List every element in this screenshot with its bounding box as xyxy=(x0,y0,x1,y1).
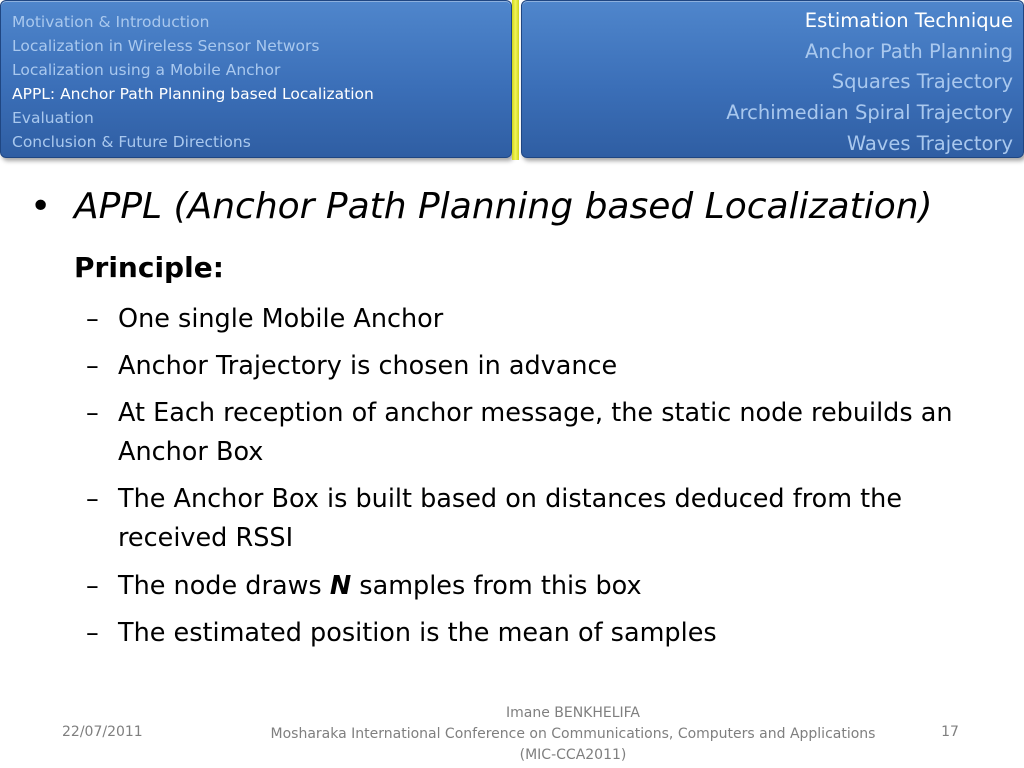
bullet-dot: • xyxy=(30,186,52,227)
subsection-nav-panel xyxy=(521,0,1024,158)
list-item-text: The Anchor Box is built based on distances deduced from the received RSSI xyxy=(118,484,903,553)
footer-conference: Mosharaka International Conference on Communications, Computers and Applications xyxy=(270,726,876,742)
nav-item-motivation[interactable]: Motivation & Introduction xyxy=(12,13,210,31)
footer-date: 22/07/2011 xyxy=(62,724,143,740)
dash-marker: – xyxy=(86,484,99,514)
nav-item-appl[interactable]: APPL: Anchor Path Planning based Localization xyxy=(12,85,374,103)
nav-item-conclusion[interactable]: Conclusion & Future Directions xyxy=(12,133,251,151)
list-item-text xyxy=(118,567,966,606)
list-item-text-before: The node draws xyxy=(118,571,330,601)
nav-item-mobile-anchor[interactable]: Localization using a Mobile Anchor xyxy=(12,61,281,79)
main-bullet xyxy=(30,186,933,227)
nav-item-evaluation[interactable]: Evaluation xyxy=(12,109,94,127)
list-item-text: At Each reception of anchor message, the static node rebuilds an Anchor Box xyxy=(118,398,953,467)
list-item-text: One single Mobile Anchor xyxy=(118,304,444,334)
list-item xyxy=(86,614,966,653)
list-item xyxy=(86,300,966,339)
nav-item-estimation-technique[interactable]: Estimation Technique xyxy=(804,9,1013,32)
dash-marker: – xyxy=(86,398,99,428)
dash-marker: – xyxy=(86,571,99,601)
nav-item-waves-trajectory[interactable]: Waves Trajectory xyxy=(846,131,1013,155)
section-nav-list xyxy=(12,10,511,154)
dash-marker: – xyxy=(86,304,99,334)
footer-author: Imane BENKHELIFA xyxy=(505,705,641,721)
nav-item-anchor-path-planning[interactable]: Anchor Path Planning xyxy=(805,39,1013,63)
nav-item-spiral-trajectory[interactable]: Archimedian Spiral Trajectory xyxy=(726,101,1013,125)
list-item xyxy=(86,567,966,606)
footer-info xyxy=(250,703,896,766)
footer-conference-abbr: (MIC-CCA2011) xyxy=(519,747,627,763)
nav-item-localization-wsn[interactable]: Localization in Wireless Sensor Networs xyxy=(12,37,320,55)
dash-marker: – xyxy=(86,618,99,648)
list-item xyxy=(86,480,966,558)
samples-variable: N xyxy=(329,571,352,601)
nav-item-squares-trajectory[interactable]: Squares Trajectory xyxy=(831,70,1013,94)
list-item-text: The estimated position is the mean of samples xyxy=(118,618,717,648)
list-item-text: Anchor Trajectory is chosen in advance xyxy=(118,351,618,381)
dash-marker: – xyxy=(86,351,99,381)
subsection-nav-list xyxy=(522,6,1013,160)
principle-label: Principle: xyxy=(74,251,224,284)
header-divider xyxy=(512,0,519,160)
slide-heading: APPL (Anchor Path Planning based Localization) xyxy=(74,186,933,227)
list-item-text-after: samples from this box xyxy=(351,571,642,601)
list-item xyxy=(86,394,966,472)
page-number: 17 xyxy=(941,724,959,740)
list-item xyxy=(86,347,966,386)
section-nav-panel xyxy=(0,0,512,158)
